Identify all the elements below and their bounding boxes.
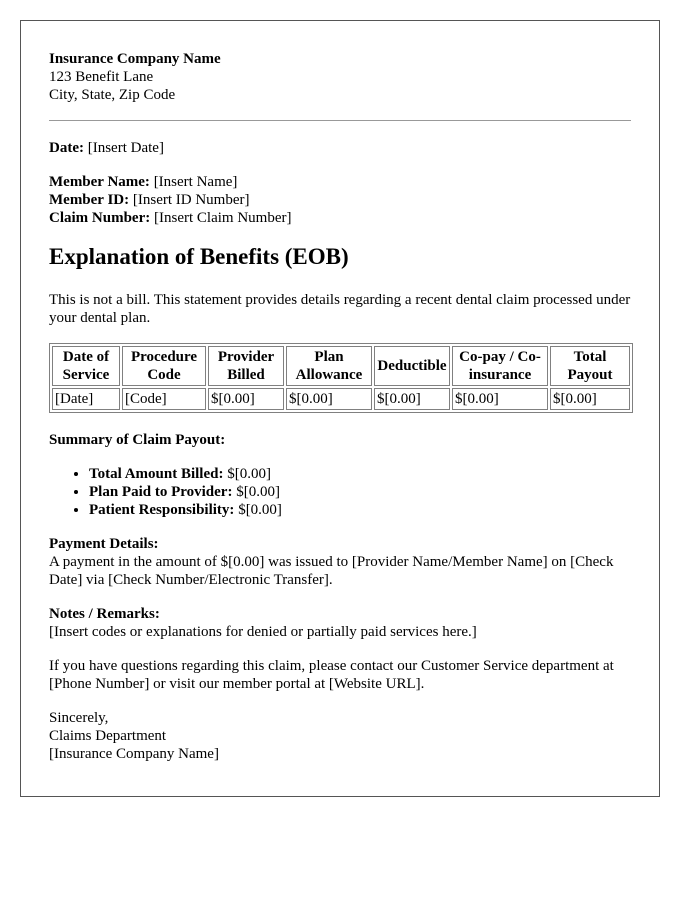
table-header-row: [52, 346, 630, 386]
summary-item-label: Total Amount Billed:: [89, 466, 224, 482]
member-name-value: [Insert Name]: [153, 174, 238, 190]
table-header-cell: Date of Service: [52, 346, 120, 386]
table-header-cell: Procedure Code: [122, 346, 206, 386]
closing-salutation: Sincerely,: [49, 710, 109, 726]
payment-details-block: [49, 535, 631, 589]
member-name-line: [49, 173, 631, 191]
claim-number-label: Claim Number:: [49, 210, 151, 226]
table-header-cell: Total Payout: [550, 346, 630, 386]
payment-heading: Payment Details:: [49, 536, 159, 552]
table-cell: $[0.00]: [452, 388, 548, 410]
notes-heading: Notes / Remarks:: [49, 606, 160, 622]
member-info-block: [49, 173, 631, 227]
closing-company: [Insurance Company Name]: [49, 746, 219, 762]
eob-letter: [20, 20, 660, 797]
date-value: [Insert Date]: [87, 140, 164, 156]
summary-heading: Summary of Claim Payout:: [49, 432, 226, 448]
table-header-cell: Deductible: [374, 346, 450, 386]
summary-item-value: $[0.00]: [236, 484, 280, 500]
member-name-label: Member Name:: [49, 174, 150, 190]
table-cell: $[0.00]: [374, 388, 450, 410]
summary-item-total-billed: [89, 465, 631, 483]
table-row: [52, 388, 630, 410]
company-name: Insurance Company Name: [49, 51, 221, 67]
company-address-line2: City, State, Zip Code: [49, 87, 176, 103]
contact-paragraph: If you have questions regarding this claim, please contact our Customer Service department at [Phone Number] or visit our member portal at [Website URL].: [49, 658, 614, 692]
table-cell: $[0.00]: [550, 388, 630, 410]
summary-list: [49, 465, 631, 519]
summary-item-value: $[0.00]: [238, 502, 282, 518]
summary-item-label: Plan Paid to Provider:: [89, 484, 233, 500]
table-header-cell: Co-pay / Co-insurance: [452, 346, 548, 386]
table-cell: $[0.00]: [286, 388, 372, 410]
payment-text: A payment in the amount of $[0.00] was issued to [Provider Name/Member Name] on [Check Date] via [Check Number/Electronic Transfer].: [49, 554, 614, 588]
table-cell: [Date]: [52, 388, 120, 410]
table-cell: $[0.00]: [208, 388, 284, 410]
closing-block: [49, 709, 631, 763]
date-label: Date:: [49, 140, 84, 156]
company-address-block: [49, 50, 631, 104]
notes-text: [Insert codes or explanations for denied or partially paid services here.]: [49, 624, 477, 640]
intro-paragraph: This is not a bill. This statement provides details regarding a recent dental claim processed under your dental plan.: [49, 292, 631, 326]
summary-item-plan-paid: [89, 483, 631, 501]
company-address-line1: 123 Benefit Lane: [49, 69, 154, 85]
summary-item-label: Patient Responsibility:: [89, 502, 235, 518]
member-id-value: [Insert ID Number]: [132, 192, 250, 208]
eob-table: [49, 343, 633, 413]
member-id-line: [49, 191, 631, 209]
summary-item-patient-responsibility: [89, 501, 631, 519]
table-header-cell: Provider Billed: [208, 346, 284, 386]
table-cell: [Code]: [122, 388, 206, 410]
claim-number-value: [Insert Claim Number]: [154, 210, 292, 226]
header-divider: [49, 120, 631, 121]
notes-block: [49, 605, 631, 641]
closing-department: Claims Department: [49, 728, 167, 744]
summary-item-value: $[0.00]: [227, 466, 271, 482]
document-title: Explanation of Benefits (EOB): [49, 244, 349, 269]
date-line: [49, 139, 631, 157]
claim-number-line: [49, 209, 631, 227]
table-header-cell: Plan Allowance: [286, 346, 372, 386]
member-id-label: Member ID:: [49, 192, 130, 208]
